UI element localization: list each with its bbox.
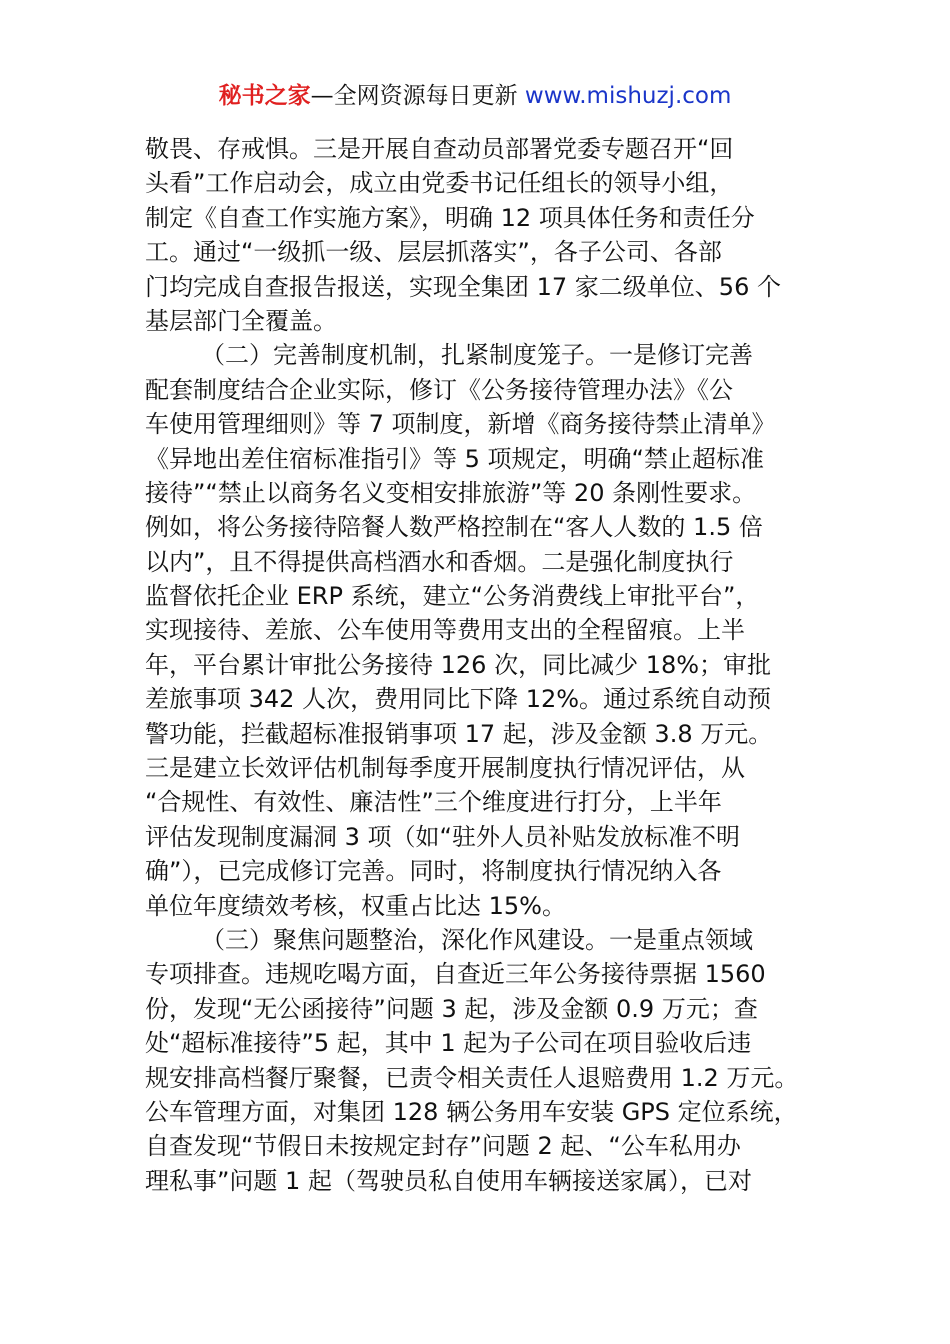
- text-line: 评估发现制度漏洞 3 项（如“驻外人员补贴发放标准不明: [145, 822, 740, 851]
- text-line: 门均完成自查报告报送，实现全集团 17 家二级单位、56 个: [145, 272, 781, 301]
- section-heading-line: （三）聚焦问题整治，深化作风建设。一是重点领域: [201, 925, 753, 954]
- text-line: 以内”，且不得提供高档酒水和香烟。二是强化制度执行: [145, 547, 734, 576]
- document-body: [145, 132, 825, 1198]
- text-line: 自查发现“节假日未按规定封存”问题 2 起、“公车私用办: [145, 1132, 741, 1161]
- text-line: 接待”“禁止以商务名义变相安排旅游”等 20 条刚性要求。: [145, 478, 757, 507]
- site-header: [0, 80, 950, 112]
- text-line: 制定《自查工作实施方案》，明确 12 项具体任务和责任分: [145, 203, 755, 232]
- text-line: 警功能，拦截超标准报销事项 17 起，涉及金额 3.8 万元。: [145, 719, 773, 748]
- text-line: 差旅事项 342 人次，费用同比下降 12%。通过系统自动预: [145, 685, 772, 714]
- text-line: 车使用管理细则》等 7 项制度，新增《商务接待禁止清单》: [145, 410, 776, 439]
- text-line: “合规性、有效性、廉洁性”三个维度进行打分，上半年: [145, 788, 722, 817]
- text-line: 理私事”问题 1 起（驾驶员私自使用车辆接送家属），已对: [145, 1166, 752, 1195]
- text-line: 敬畏、存戒惧。三是开展自查动员部署党委专题召开“回: [145, 135, 734, 163]
- text-line: 专项排查。违规吃喝方面，自查近三年公务接待票据 1560: [145, 960, 766, 989]
- text-line: 《异地出差住宿标准指引》等 5 项规定，明确“禁止超标准: [145, 444, 764, 473]
- text-line: 工。通过“一级抓一级、层层抓落实”，各子公司、各部: [145, 238, 722, 267]
- text-line: 基层部门全覆盖。: [145, 306, 337, 335]
- text-line: 规安排高档餐厅聚餐，已责令相关责任人退赔费用 1.2 万元。: [145, 1063, 799, 1092]
- text-line: 例如，将公务接待陪餐人数严格控制在“客人人数的 1.5 倍: [145, 513, 763, 542]
- text-line: 公车管理方面，对集团 128 辆公务用车安装 GPS 定位系统，: [145, 1097, 798, 1126]
- text-line: 单位年度绩效考核，权重占比达 15%。: [145, 891, 566, 920]
- header-tagline: —全网资源每日更新: [310, 83, 525, 109]
- text-line: 确”），已完成修订完善。同时，将制度执行情况纳入各: [145, 857, 722, 886]
- section-heading-line: （二）完善制度机制，扎紧制度笼子。一是修订完善: [201, 341, 753, 370]
- text-line: 实现接待、差旅、公车使用等费用支出的全程留痕。上半: [145, 616, 745, 645]
- text-line: 年，平台累计审批公务接待 126 次，同比减少 18%；审批: [145, 650, 772, 679]
- site-url-link[interactable]: www.mishuzj.com: [524, 83, 732, 109]
- text-line: 份，发现“无公函接待”问题 3 起，涉及金额 0.9 万元；查: [145, 994, 758, 1023]
- text-line: 配套制度结合企业实际，修订《公务接待管理办法》《公: [145, 375, 733, 404]
- text-line: 处“超标准接待”5 起，其中 1 起为子公司在项目验收后违: [145, 1029, 752, 1058]
- text-line: 监督依托企业 ERP 系统，建立“公务消费线上审批平台”，: [145, 582, 760, 611]
- brand-name: 秘书之家: [218, 83, 311, 109]
- text-line: 三是建立长效评估机制每季度开展制度执行情况评估，从: [145, 754, 745, 783]
- text-line: 头看”工作启动会，成立由党委书记任组长的领导小组，: [145, 169, 734, 198]
